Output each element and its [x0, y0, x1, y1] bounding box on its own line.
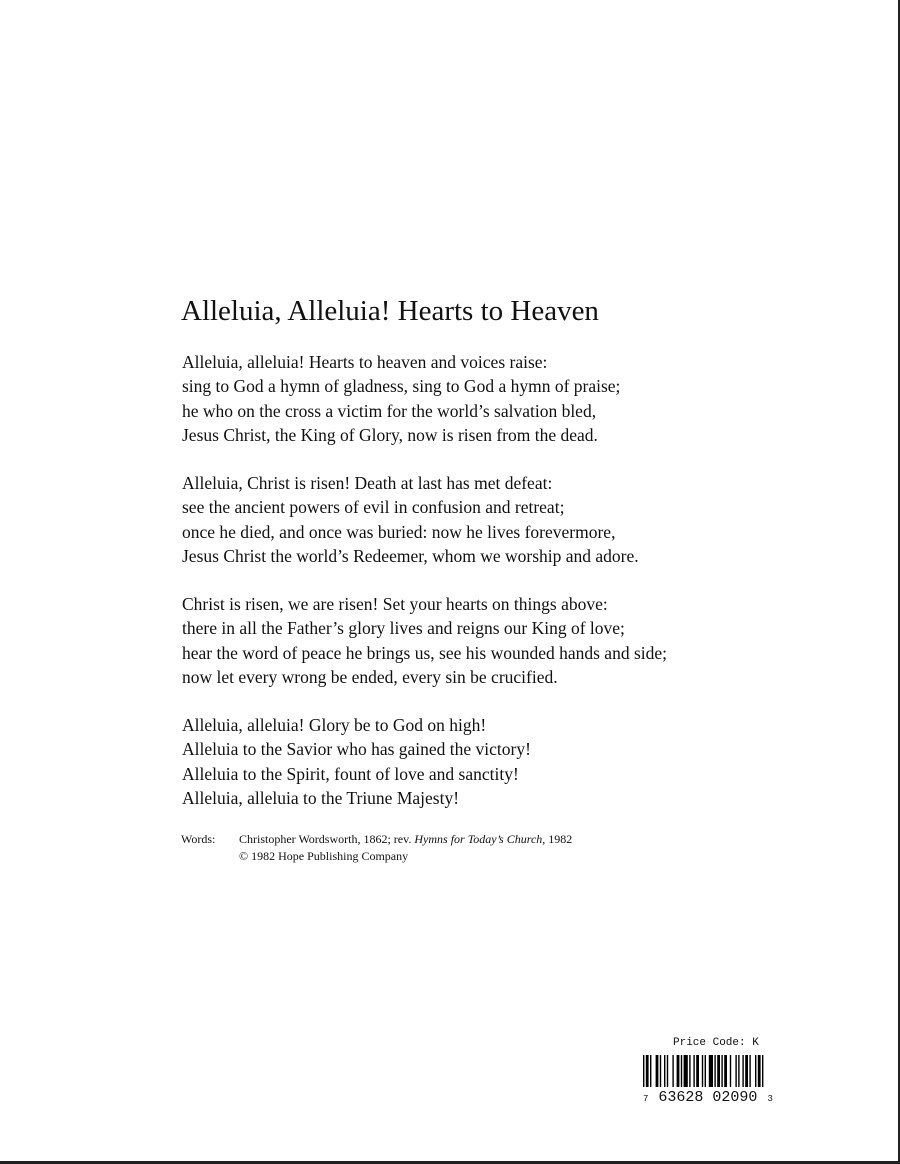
- verse-line: now let every wrong be ended, every sin be crucified.: [182, 666, 558, 687]
- hymn-title: Alleluia, Alleluia! Hearts to Heaven: [181, 295, 599, 327]
- barcode-trail-digit: 3: [767, 1094, 773, 1104]
- barcode-bar: [705, 1055, 706, 1087]
- verse-3: [182, 592, 667, 689]
- barcode-bar: [702, 1055, 703, 1087]
- verse-line: he who on the cross a victim for the world’s salvation bled,: [182, 400, 597, 421]
- barcode-bar: [755, 1055, 756, 1087]
- credits-source-year: 1982: [548, 832, 573, 846]
- barcode-bar: [749, 1055, 750, 1087]
- verse-1: [182, 350, 620, 447]
- verse-line: once he died, and once was buried: now he lives forevermore,: [182, 521, 616, 542]
- barcode-bar: [709, 1055, 713, 1087]
- barcode-bar: [672, 1055, 673, 1087]
- barcode-bar: [724, 1055, 727, 1087]
- barcode-bar: [714, 1055, 715, 1087]
- barcode-bar: [681, 1055, 682, 1087]
- barcode-bar: [730, 1055, 731, 1087]
- barcode-bar: [684, 1055, 688, 1087]
- credits-source-title: Hymns for Today’s Church,: [414, 832, 546, 846]
- verse-line: Alleluia, Christ is risen! Death at last has met defeat:: [182, 473, 553, 493]
- barcode-number: [643, 1089, 811, 1108]
- verse-line: Christ is risen, we are risen! Set your hearts on things above:: [182, 594, 608, 614]
- barcode-bar: [667, 1055, 668, 1087]
- verse-line: Alleluia, alleluia! Hearts to heaven and voices raise:: [182, 352, 548, 372]
- barcode-bar: [643, 1055, 644, 1087]
- barcode-bar: [656, 1055, 659, 1087]
- barcode-bar: [758, 1055, 761, 1087]
- barcode-bar: [660, 1055, 661, 1087]
- barcode-bar: [693, 1055, 694, 1087]
- barcode-bar: [717, 1055, 720, 1087]
- verse-line: see the ancient powers of evil in confusion and retreat;: [182, 497, 565, 518]
- barcode-bar: [738, 1055, 739, 1087]
- hymn-credits: [181, 831, 572, 865]
- verse-line: hear the word of peace he brings us, see his wounded hands and side;: [182, 642, 668, 663]
- barcode-image: [643, 1055, 811, 1087]
- verse-line: there in all the Father’s glory lives and reigns our King of love;: [182, 618, 625, 639]
- verse-line: Jesus Christ, the King of Glory, now is risen from the dead.: [182, 424, 598, 445]
- price-code: Price Code: K: [673, 1037, 759, 1049]
- barcode-bar: [742, 1055, 743, 1087]
- barcode-bar: [646, 1055, 649, 1087]
- copyright-notice: © 1982 Hope Publishing Company: [239, 849, 409, 863]
- barcode-bar: [745, 1055, 748, 1087]
- verse-4: [182, 713, 531, 810]
- credits-label: Words:: [181, 832, 216, 846]
- verse-line: sing to God a hymn of gladness, sing to God a hymn of praise;: [182, 376, 621, 397]
- verse-line: Alleluia, alleluia! Glory be to God on high!: [182, 715, 487, 735]
- barcode-bar: [650, 1055, 651, 1087]
- barcode-bar: [677, 1055, 680, 1087]
- barcode-bar: [689, 1055, 690, 1087]
- barcode-bar: [664, 1055, 665, 1087]
- verse-line: Alleluia to the Spirit, fount of love and sanctity!: [182, 763, 519, 784]
- verse-line: Alleluia to the Savior who has gained the victory!: [182, 739, 531, 760]
- verse-2: [182, 471, 639, 568]
- verse-line: Alleluia, alleluia to the Triune Majesty!: [182, 787, 460, 808]
- barcode-bar: [762, 1055, 763, 1087]
- credits-author: Christopher Wordsworth, 1862; rev.: [239, 832, 412, 846]
- verse-line: Jesus Christ the world’s Redeemer, whom we worship and adore.: [182, 545, 639, 566]
- barcode-digits: 63628 02090: [658, 1089, 758, 1106]
- barcode-bar: [696, 1055, 699, 1087]
- barcode-bar: [735, 1055, 736, 1087]
- barcode-bar: [721, 1055, 722, 1087]
- barcode-lead-digit: 7: [643, 1094, 649, 1104]
